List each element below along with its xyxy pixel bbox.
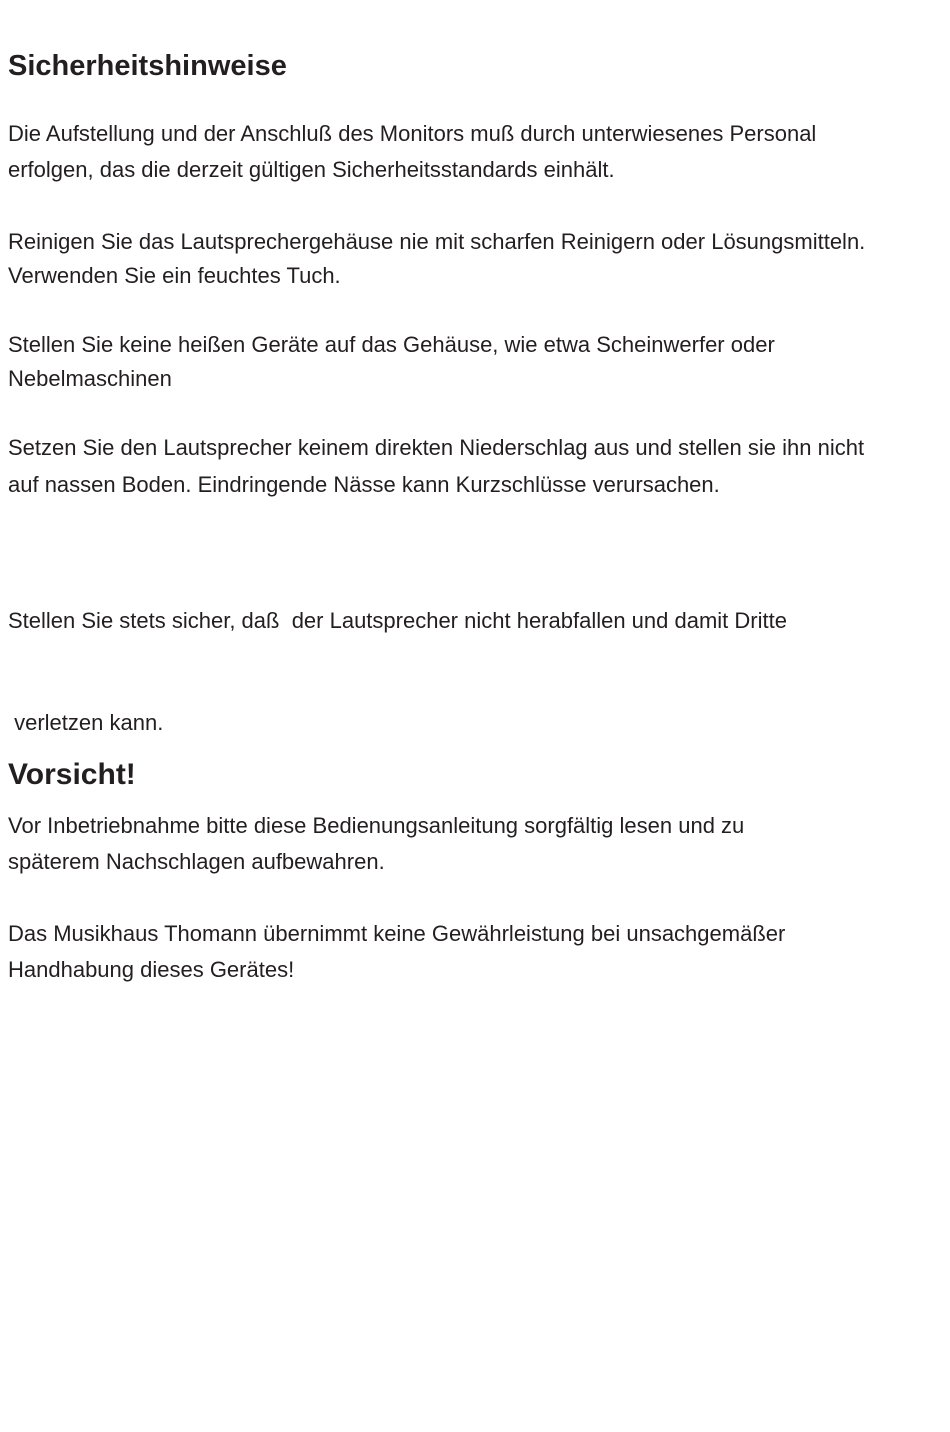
paragraph-line: Reinigen Sie das Lautsprechergehäuse nie mit scharfen Reinigern oder Lösungsmitteln. xyxy=(8,229,866,254)
paragraph-line: Handhabung dieses Gerätes! xyxy=(8,957,295,982)
paragraph-line: Stellen Sie stets sicher, daß der Lautsprecher nicht herabfallen und damit Dritte xyxy=(8,608,787,633)
paragraph-line: Vor Inbetriebnahme bitte diese Bedienungsanleitung sorgfältig lesen und zu xyxy=(8,813,745,838)
caution-paragraph-read-manual xyxy=(8,808,744,880)
paragraph-line: Verwenden Sie ein feuchtes Tuch. xyxy=(8,263,341,288)
paragraph-line: verletzen kann. xyxy=(8,710,164,735)
safety-paragraph-hot-devices xyxy=(8,328,775,396)
safety-paragraph-cleaning xyxy=(8,225,865,293)
paragraph-line: Stellen Sie keine heißen Geräte auf das Gehäuse, wie etwa Scheinwerfer oder xyxy=(8,332,775,357)
safety-paragraph-moisture xyxy=(8,429,864,503)
paragraph-line: Nebelmaschinen xyxy=(8,366,172,391)
paragraph-line: Das Musikhaus Thomann übernimmt keine Gewährleistung bei unsachgemäßer xyxy=(8,921,786,946)
caution-paragraph-warranty xyxy=(8,916,785,988)
paragraph-line: erfolgen, das die derzeit gültigen Sicherheitsstandards einhält. xyxy=(8,157,615,182)
paragraph-line: späterem Nachschlagen aufbewahren. xyxy=(8,849,385,874)
safety-paragraph-setup xyxy=(8,116,816,188)
safety-heading: Sicherheitshinweise xyxy=(8,50,287,82)
caution-heading: Vorsicht! xyxy=(8,758,136,791)
paragraph-line: auf nassen Boden. Eindringende Nässe kann Kurzschlüsse verursachen. xyxy=(8,472,720,497)
paragraph-line: Die Aufstellung und der Anschluß des Monitors muß durch unterwiesenes Personal xyxy=(8,121,817,146)
paragraph-line: Setzen Sie den Lautsprecher keinem direkten Niederschlag aus und stellen sie ihn nicht xyxy=(8,435,865,460)
